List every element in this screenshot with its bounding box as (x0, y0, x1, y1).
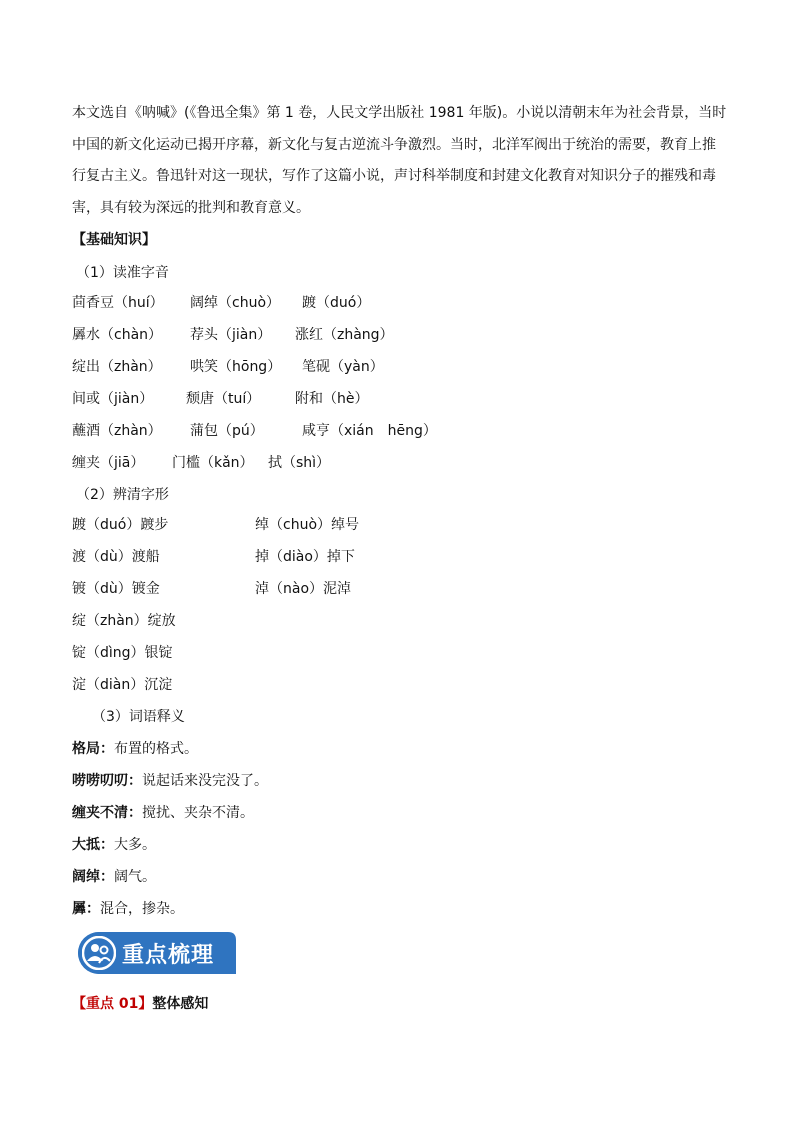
glyph-right-3: 淖（nào）泥淖 (255, 581, 352, 597)
vocab-item-1 (72, 738, 198, 760)
pron-r4-c2: 颓唐（tuí） (186, 391, 261, 407)
vocab-title: （3）词语释义 (92, 709, 185, 725)
pron-r4-c1: 间或（jiàn） (72, 391, 154, 407)
pron-r3-c1: 绽出（zhàn） (72, 359, 162, 375)
pron-r3-c2: 哄笑（hōng） (190, 359, 282, 375)
people-icon (82, 936, 116, 970)
vocab-def: 阔气。 (114, 869, 156, 885)
vocab-term: 唠唠叨叨： (72, 773, 142, 789)
pron-r1-c2: 阔绰（chuò） (190, 295, 281, 311)
glyph-right-1: 绰（chuò）绰号 (255, 517, 360, 533)
section-badge (78, 932, 236, 974)
glyph-left-4: 绽（zhàn）绽放 (72, 613, 176, 629)
vocab-term: 阔绰： (72, 869, 114, 885)
vocab-item-2 (72, 770, 268, 792)
glyph-left-3: 镀（dù）镀金 (72, 581, 160, 597)
pron-r4-c3: 附和（hè） (295, 391, 369, 407)
basics-heading: 【基础知识】 (72, 232, 156, 248)
vocab-def: 混合，掺杂。 (100, 901, 184, 917)
vocab-item-4 (72, 834, 156, 856)
vocab-term: 羼： (72, 901, 100, 917)
pron-r5-c1: 蘸酒（zhàn） (72, 423, 162, 439)
pron-r2-c1: 羼水（chàn） (72, 327, 163, 343)
glyphs-title: （2）辨清字形 (76, 487, 169, 503)
pron-r1-c3: 踱（duó） (302, 295, 371, 311)
key-point-line (72, 993, 208, 1015)
key-point-tag: 【重点 01】 (72, 996, 153, 1012)
pron-r1-c1: 茴香豆（huí） (72, 295, 164, 311)
badge-label: 重点梳理 (122, 943, 215, 968)
glyph-left-6: 淀（diàn）沉淀 (72, 677, 173, 693)
glyph-left-1: 踱（duó）踱步 (72, 517, 169, 533)
pron-r6-c1: 缠夹（jiā） (72, 455, 145, 471)
pron-r2-c3: 涨红（zhàng） (295, 327, 394, 343)
pron-r6-c2: 门槛（kǎn） (172, 455, 254, 471)
vocab-def: 说起话来没完没了。 (142, 773, 268, 789)
intro-line-2: 中国的新文化运动已揭开序幕，新文化与复古逆流斗争激烈。当时，北洋军阀出于统治的需要，教育上推 (72, 136, 716, 153)
pron-r3-c3: 笔砚（yàn） (302, 359, 384, 375)
vocab-def: 搅扰、夹杂不清。 (142, 805, 254, 821)
vocab-def: 布置的格式。 (114, 741, 198, 757)
pron-r2-c2: 荐头（jiàn） (190, 327, 272, 343)
intro-paragraph (72, 98, 726, 224)
vocab-term: 缠夹不清： (72, 805, 142, 821)
pron-r5-c2: 蒲包（pú） (190, 423, 264, 439)
pronunciation-title: （1）读准字音 (76, 265, 169, 281)
vocab-item-5 (72, 866, 156, 888)
intro-line-4: 害，具有较为深远的批判和教育意义。 (72, 199, 310, 216)
vocab-term: 大抵： (72, 837, 114, 853)
intro-line-1: 本文选自《呐喊》(《鲁迅全集》第 1 卷，人民文学出版社 1981 年版)。小说以清朝末年为社会背景，当时 (72, 105, 727, 121)
vocab-def: 大多。 (114, 837, 156, 853)
glyph-left-2: 渡（dù）渡船 (72, 549, 160, 565)
glyph-left-5: 锭（dìng）银锭 (72, 645, 173, 661)
key-point-title: 整体感知 (152, 996, 209, 1012)
pron-r5-c3: 咸亨（xián hēng） (302, 423, 437, 439)
vocab-item-3 (72, 802, 254, 824)
pron-r6-c3: 拭（shì） (268, 455, 331, 471)
vocab-term: 格局： (72, 741, 114, 757)
glyph-right-2: 掉（diào）掉下 (255, 549, 355, 565)
vocab-item-6 (72, 898, 184, 920)
intro-line-3: 行复古主义。鲁迅针对这一现状，写作了这篇小说，声讨科举制度和封建文化教育对知识分子的摧残和毒 (72, 168, 716, 184)
